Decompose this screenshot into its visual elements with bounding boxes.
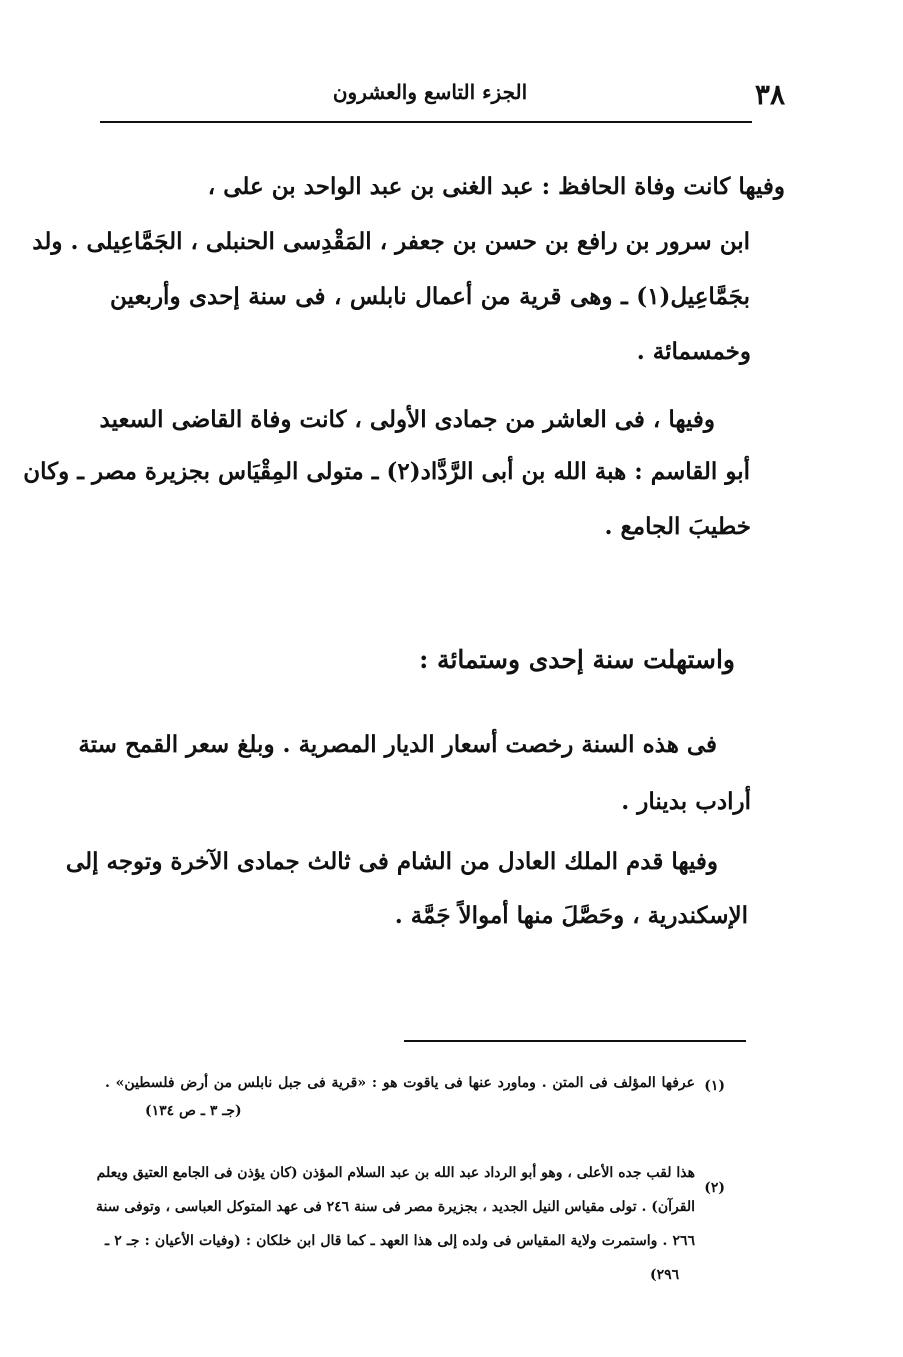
paragraph-2-line-3: خطيبَ الجامع . xyxy=(604,513,751,540)
paragraph-1-line-3: بجَمَّاعِيل(١) ـ وهى قرية من أعمال نابلس ، فى سنة إحدى وأربعين xyxy=(110,283,750,310)
page-number: ٣٨ xyxy=(754,78,785,111)
footnote-1-line-2: (جـ ٣ ـ ص ١٣٤) xyxy=(145,1103,242,1119)
footnote-2-line-4: ٢٩٦) xyxy=(650,1267,680,1283)
paragraph-4-line-2: الإسكندرية ، وحَصَّلَ منها أموالاً جَمَّة . xyxy=(394,902,748,929)
footnote-rule xyxy=(404,1040,746,1042)
paragraph-2-line-2: أبو القاسم : هبة الله بن أبى الرَّدَّاد(٢) ـ متولى المِقْيَاس بجزيرة مصر ـ وكان xyxy=(23,458,750,485)
footnote-2-line-1: هذا لقب جده الأعلى ، وهو أبو الرداد عبد الله بن عبد السلام المؤذن (كان يؤذن فى الجامع العتيق ويعلم xyxy=(96,1165,695,1181)
paragraph-1-line-2: ابن سرور بن رافع بن حسن بن جعفر ، المَقْدِسى الحنبلى ، الجَمَّاعِيلى . ولد xyxy=(32,228,750,255)
paragraph-2-line-1: وفيها ، فى العاشر من جمادى الأولى ، كانت وفاة القاضى السعيد xyxy=(99,406,715,433)
running-header-title: الجزء التاسع والعشرون xyxy=(332,80,528,104)
paragraph-3-line-2: أرادب بدينار . xyxy=(621,788,751,815)
header-rule xyxy=(100,121,752,123)
paragraph-1-line-4: وخمسمائة . xyxy=(636,338,751,365)
paragraph-4-line-1: وفيها قدم الملك العادل من الشام فى ثالث جمادى الآخرة وتوجه إلى xyxy=(65,848,718,875)
footnote-2-line-2: القرآن) . تولى مقياس النيل الجديد ، بجزيرة مصر فى سنة ٢٤٦ فى عهد المتوكل العباسى ، وتوفى سنة xyxy=(96,1199,695,1215)
paragraph-3-line-1: فى هذه السنة رخصت أسعار الديار المصرية . وبلغ سعر القمح ستة xyxy=(78,731,717,758)
footnote-1-line-1: عرفها المؤلف فى المتن . وماورد عنها فى ياقوت هو : «قرية فى جبل نابلس من أرض فلسطين» . xyxy=(105,1075,695,1091)
section-heading: واستهلت سنة إحدى وستمائة : xyxy=(419,645,735,674)
paragraph-1-line-1: وفيها كانت وفاة الحافظ : عبد الغنى بن عبد الواحد بن على ، xyxy=(207,173,785,200)
footnote-2-number: (٢) xyxy=(704,1180,725,1196)
footnote-1-number: (١) xyxy=(704,1078,725,1094)
footnote-2-line-3: ٢٦٦ . واستمرت ولاية المقياس فى ولده إلى هذا العهد ـ كما قال ابن خلكان : (وفيات الأعيان : جـ ٢ ـ xyxy=(105,1233,695,1249)
